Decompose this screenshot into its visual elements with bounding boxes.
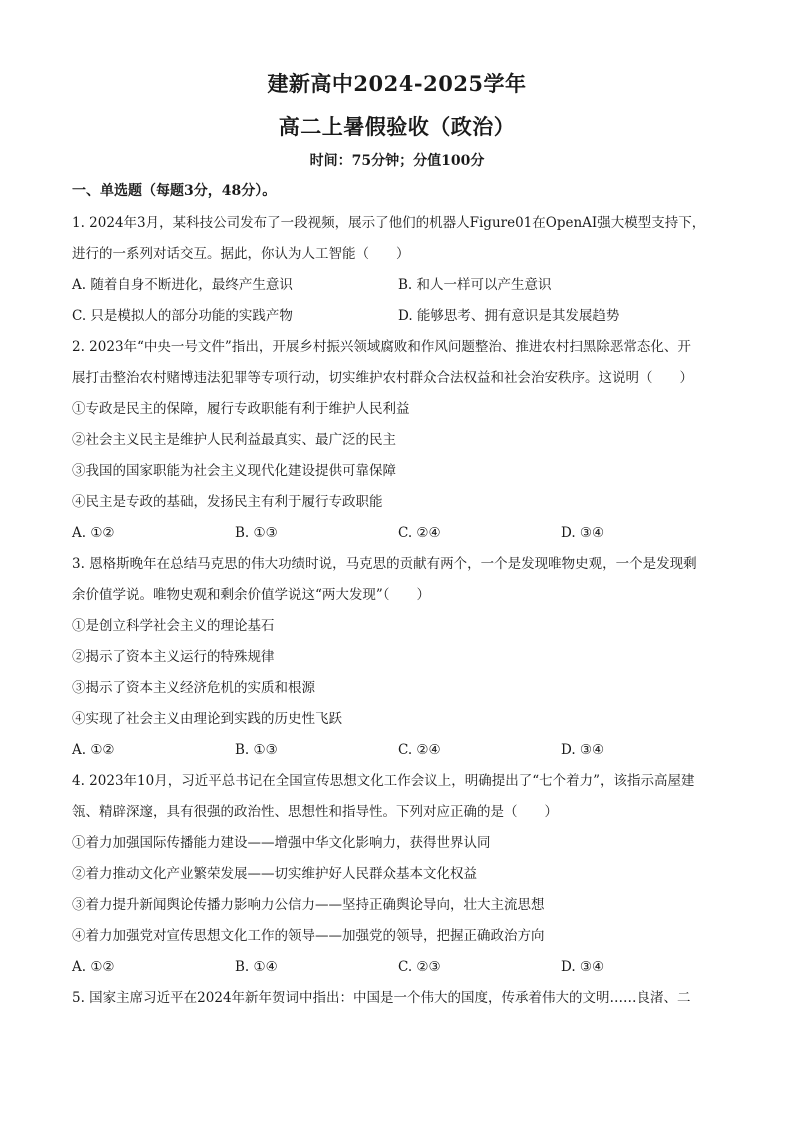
exam-title-line2: 高二上暑假验收（政治） [278,114,516,139]
question-statement: ④实现了社会主义由理论到实践的历史性飞跃 [72,711,342,727]
answer-options [72,952,724,983]
question-stem-line: 1. 2024年3月，某科技公司发布了一段视频，展示了他们的机器人Figure01在OpenAI强大模型支持下， [72,215,706,231]
question-statement: ④民主是专政的基础，发扬民主有利于履行专政职能 [72,494,383,510]
answer-option-D: D. ③④ [561,959,605,975]
answer-option-C: C. 只是模拟人的部分功能的实践产物 [72,308,293,324]
question-stem-line: 瓴、精辟深邃，具有很强的政治性、思想性和指导性。下列对应正确的是（ ） [72,804,558,820]
answer-option-B: B. ①③ [235,525,278,541]
answer-option-C: C. ②④ [398,525,441,541]
section-heading: 一、单选题（每题3分，48分）。 [72,183,277,199]
exam-info: 时间：75分钟；分值100分 [309,153,485,169]
question-5 [72,983,724,1014]
answer-options [72,735,724,766]
answer-options [72,518,724,549]
answer-option-A: A. ①② [72,742,115,758]
answer-option-A: A. ①② [72,959,115,975]
question-statement: ④着力加强党对宣传思想文化工作的领导——加强党的领导，把握正确政治方向 [72,928,545,944]
answer-option-B: B. 和人一样可以产生意识 [398,277,552,293]
question-statement: ③着力提升新闻舆论传播力影响力公信力——坚持正确舆论导向，壮大主流思想 [72,897,545,913]
question-statement: ②着力推动文化产业繁荣发展——切实维护好人民群众基本文化权益 [72,866,477,882]
answer-option-A: A. ①② [72,525,115,541]
answer-option-D: D. ③④ [561,525,605,541]
question-statement: ③揭示了资本主义经济危机的实质和根源 [72,680,315,696]
question-stem-line: 余价值学说。唯物史观和剩余价值学说这“两大发现”（ ） [72,587,431,603]
answer-option-C: C. ②③ [398,959,441,975]
question-list [72,208,724,1014]
question-stem-line: 4. 2023年10月，习近平总书记在全国宣传思想文化工作会议上，明确提出了“七个着力”，该指示高屋建 [72,773,695,789]
answer-option-D: D. ③④ [561,742,605,758]
question-3 [72,549,724,766]
question-stem-line: 3. 恩格斯晚年在总结马克思的伟大功绩时说，马克思的贡献有两个，一个是发现唯物史观，一个是发现剩 [72,556,697,572]
question-4 [72,766,724,983]
answer-options [72,270,724,332]
answer-option-B: B. ①③ [235,742,278,758]
answer-option-B: B. ①④ [235,959,278,975]
question-statement: ②社会主义民主是维护人民利益最真实、最广泛的民主 [72,432,396,448]
question-statement: ①是创立科学社会主义的理论基石 [72,618,275,634]
question-2 [72,332,724,549]
exam-content [72,180,724,1014]
question-statement: ①着力加强国际传播能力建设——增强中华文化影响力，获得世界认同 [72,835,491,851]
question-1 [72,208,724,332]
answer-option-A: A. 随着自身不断进化，最终产生意识 [72,277,293,293]
question-stem-line: 进行的一系列对话交互。据此，你认为人工智能（ ） [72,246,410,262]
answer-option-C: C. ②④ [398,742,441,758]
question-stem-line: 5. 国家主席习近平在2024年新年贺词中指出：中国是一个伟大的国度，传承着伟大的文明……良渚、二 [72,990,691,1006]
question-statement: ①专政是民主的保障，履行专政职能有利于维护人民利益 [72,401,410,417]
question-stem-line: 展打击整治农村赌博违法犯罪等专项行动，切实维护农村群众合法权益和社会治安秩序。这说明（ ） [72,370,693,386]
exam-title-line1: 建新高中2024-2025学年 [267,71,527,96]
answer-option-D: D. 能够思考、拥有意识是其发展趋势 [398,308,620,324]
question-statement: ③我国的国家职能为社会主义现代化建设提供可靠保障 [72,463,396,479]
question-stem-line: 2. 2023年“中央一号文件”指出，开展乡村振兴领域腐败和作风问题整治、推进农村扫黑除恶常态化、开 [72,339,691,355]
question-statement: ②揭示了资本主义运行的特殊规律 [72,649,275,665]
